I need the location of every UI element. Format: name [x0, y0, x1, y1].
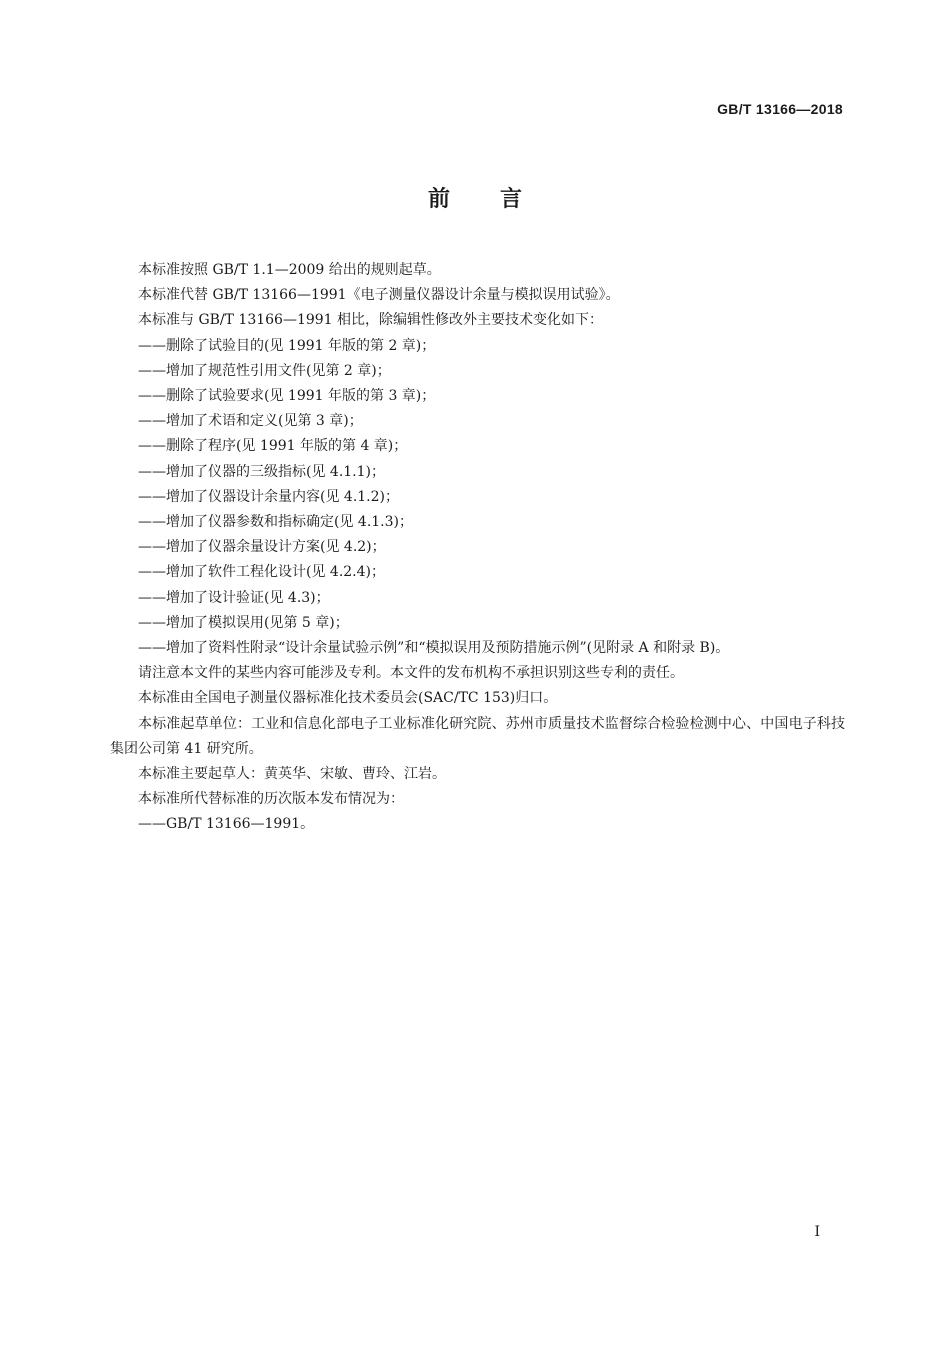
- history-list: [110, 812, 845, 837]
- page-number: I: [814, 1224, 820, 1240]
- list-item: ——增加了设计验证(见 4.3)；: [138, 589, 330, 606]
- list-item: ——删除了试验目的(见 1991 年版的第 2 章)；: [138, 337, 436, 354]
- list-item: ——删除了程序(见 1991 年版的第 4 章)；: [138, 438, 408, 455]
- list-item: ——增加了仪器参数和指标确定(见 4.1.3)；: [138, 514, 413, 531]
- paragraph-committee: 本标准由全国电子测量仪器标准化技术委员会(SAC/TC 153)归口。: [138, 690, 558, 707]
- list-item: ——增加了仪器的三级指标(见 4.1.1)；: [138, 463, 385, 480]
- foreword-body: [110, 258, 845, 838]
- list-item: ——增加了资料性附录“设计余量试验示例”和“模拟误用及预防措施示例”(见附录 A 和附录 B)。: [138, 640, 730, 657]
- changes-list: [110, 334, 845, 662]
- list-item: ——增加了仪器设计余量内容(见 4.1.2)；: [138, 488, 399, 505]
- page-title: 前言: [427, 187, 572, 212]
- paragraph-history-intro: 本标准所代替标准的历次版本发布情况为：: [138, 791, 404, 808]
- paragraph-patent-notice: 请注意本文件的某些内容可能涉及专利。本文件的发布机构不承担识别这些专利的责任。: [138, 665, 684, 682]
- paragraph-drafting-units: 本标准起草单位：工业和信息化部电子工业标准化研究院、苏州市质量技术监督综合检验检测中心、中国电子科技集团公司第 41 研究所。: [110, 715, 845, 757]
- list-item: ——增加了仪器余量设计方案(见 4.2)；: [138, 539, 386, 556]
- list-item: ——删除了试验要求(见 1991 年版的第 3 章)；: [138, 388, 436, 405]
- list-item: ——增加了术语和定义(见第 3 章)；: [138, 413, 363, 430]
- paragraph-replaces: 本标准代替 GB/T 13166—1991《电子测量仪器设计余量与模拟误用试验》。: [138, 287, 620, 304]
- standard-number: GB/T 13166—2018: [717, 101, 843, 117]
- list-item: ——增加了规范性引用文件(见第 2 章)；: [138, 362, 391, 379]
- list-item: ——增加了软件工程化设计(见 4.2.4)；: [138, 564, 385, 581]
- paragraph-drafting-rules: 本标准按照 GB/T 1.1—2009 给出的规则起草。: [138, 262, 441, 278]
- list-item: ——增加了模拟误用(见第 5 章)；: [138, 614, 349, 631]
- paragraph-drafters: 本标准主要起草人：黄英华、宋敏、曹玲、江岩。: [138, 766, 446, 783]
- list-item: ——GB/T 13166—1991。: [138, 816, 315, 833]
- paragraph-changes-intro: 本标准与 GB/T 13166—1991 相比，除编辑性修改外主要技术变化如下：: [138, 312, 604, 329]
